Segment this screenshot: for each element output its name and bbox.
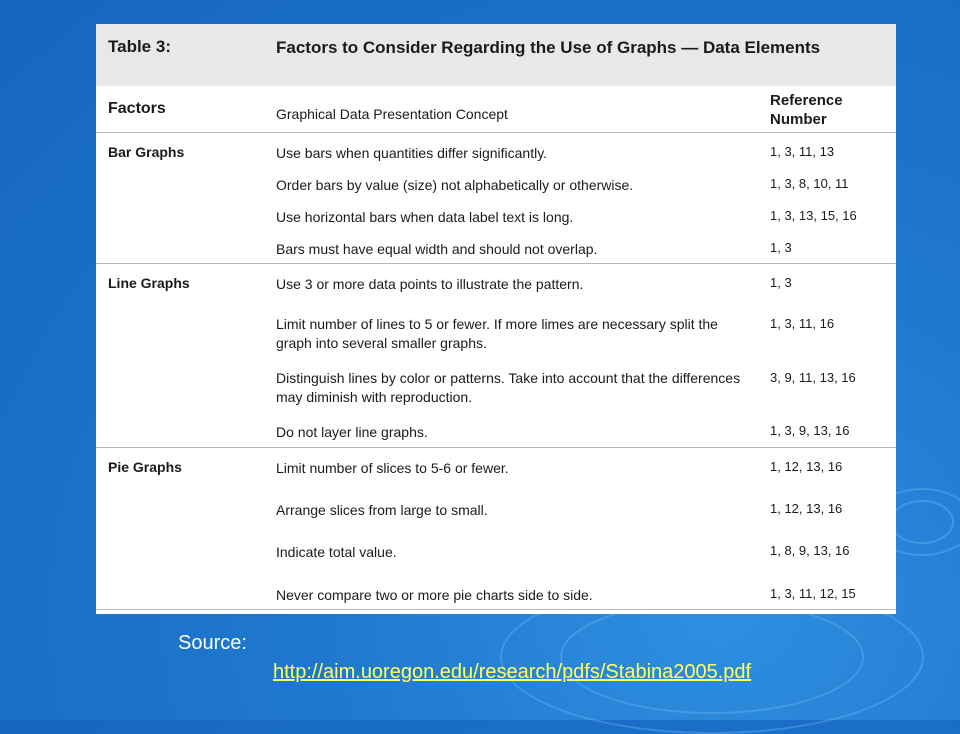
header-divider: [96, 132, 896, 133]
background-ripple: [560, 600, 864, 714]
header-concept: Graphical Data Presentation Concept: [276, 106, 508, 122]
reference-cell: 3, 9, 11, 13, 16: [770, 370, 856, 385]
header-factors: Factors: [108, 100, 166, 117]
concept-cell: Arrange slices from large to small.: [276, 502, 488, 518]
background-ripple: [890, 500, 954, 544]
table-number: Table 3:: [108, 37, 171, 56]
data-elements-table: [96, 24, 896, 614]
concept-cell: Order bars by value (size) not alphabetically or otherwise.: [276, 177, 634, 193]
factor-bar-graphs: Bar Graphs: [108, 144, 185, 160]
reference-cell: 1, 8, 9, 13, 16: [770, 543, 850, 558]
source-label: Source:: [178, 632, 247, 654]
group-divider: [96, 263, 896, 264]
table-bottom-rule: [96, 609, 896, 610]
group-divider: [96, 447, 896, 448]
reference-cell: 1, 3: [770, 240, 792, 255]
concept-cell: Use horizontal bars when data label text is long.: [276, 209, 574, 225]
reference-cell: 1, 3, 11, 16: [770, 316, 835, 331]
reference-cell: 1, 3, 8, 10, 11: [770, 176, 849, 191]
concept-cell: Bars must have equal width and should not overlap.: [276, 241, 598, 257]
reference-cell: 1, 3, 11, 13: [770, 144, 835, 159]
concept-cell: Limit number of slices to 5-6 or fewer.: [276, 460, 509, 476]
concept-cell: Distinguish lines by color or patterns. Take into account that the differences may diminish with reproduction.: [276, 370, 741, 405]
concept-cell: Limit number of lines to 5 or fewer. If more limes are necessary split the graph into several smaller graphs.: [276, 316, 718, 351]
reference-cell: 1, 3, 13, 15, 16: [770, 208, 857, 223]
header-reference-number: Reference Number: [770, 92, 843, 128]
factor-line-graphs: Line Graphs: [108, 275, 190, 291]
reference-cell: 1, 3: [770, 275, 792, 290]
concept-cell: Use 3 or more data points to illustrate the pattern.: [276, 276, 584, 292]
table-title: Factors to Consider Regarding the Use of Graphs — Data Elements: [276, 38, 821, 57]
concept-cell: Indicate total value.: [276, 544, 397, 560]
concept-cell: Do not layer line graphs.: [276, 424, 428, 440]
reference-cell: 1, 12, 13, 16: [770, 459, 843, 474]
concept-cell: Never compare two or more pie charts side to side.: [276, 587, 593, 603]
reference-cell: 1, 3, 9, 13, 16: [770, 423, 850, 438]
reference-cell: 1, 3, 11, 12, 15: [770, 586, 856, 601]
factor-pie-graphs: Pie Graphs: [108, 459, 182, 475]
reference-cell: 1, 12, 13, 16: [770, 501, 843, 516]
concept-cell: Use bars when quantities differ significantly.: [276, 145, 548, 161]
source-link[interactable]: http://aim.uoregon.edu/research/pdfs/Stabina2005.pdf: [273, 661, 752, 683]
table-title-band: [96, 24, 896, 86]
